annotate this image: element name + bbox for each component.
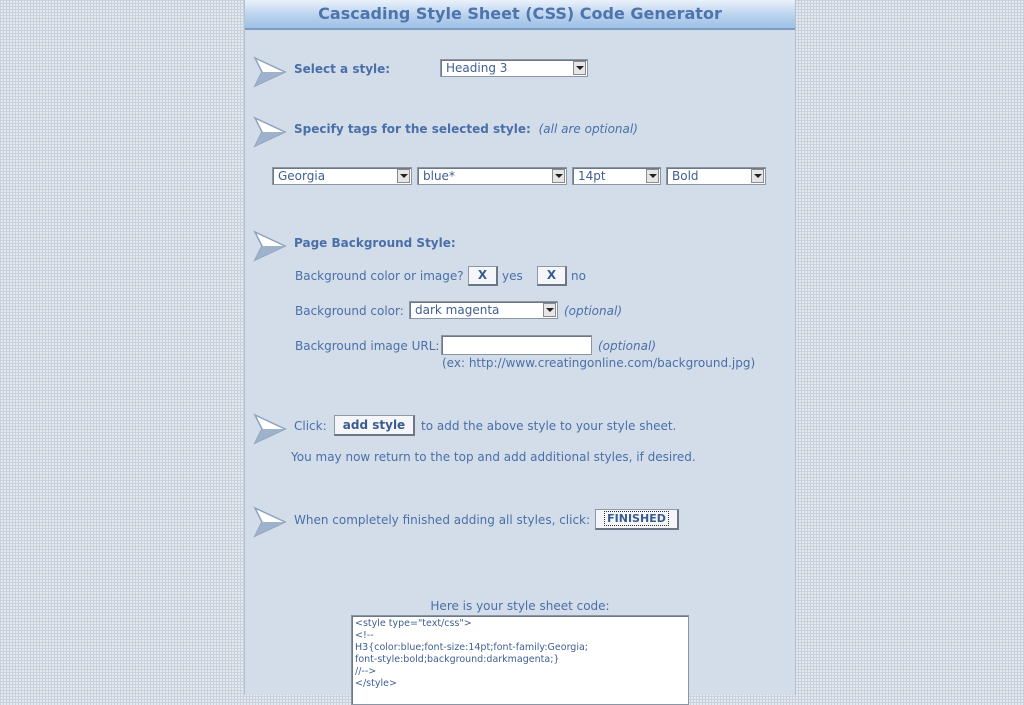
finished-button-label: FINISHED <box>604 511 669 526</box>
tags-optional-note: (all are optional) <box>538 122 638 136</box>
tags-label: Specify tags for the selected style: <box>294 122 531 136</box>
background-question: Background color or image? <box>295 269 464 283</box>
background-yes-checkbox[interactable]: X <box>468 266 498 286</box>
background-section-title: Page Background Style: <box>294 236 456 250</box>
generator-panel <box>244 0 796 695</box>
arrow-bullet-icon <box>251 504 287 540</box>
chevron-down-icon[interactable] <box>751 169 764 183</box>
add-style-button[interactable]: add style <box>334 415 415 436</box>
background-yes-label: yes <box>502 269 523 283</box>
arrow-bullet-icon <box>251 54 287 90</box>
style-select[interactable]: Heading 3 <box>440 59 588 77</box>
font-color-select[interactable]: blue* <box>417 167 567 185</box>
chevron-down-icon[interactable] <box>646 169 659 183</box>
return-instructions: You may now return to the top and add additional styles, if desired. <box>291 450 696 464</box>
finished-button[interactable] <box>595 509 679 530</box>
arrow-bullet-icon <box>251 411 287 447</box>
background-image-example: (ex: http://www.creatingonline.com/background.jpg) <box>442 356 756 370</box>
finish-instructions: When completely finished adding all styles, click: <box>294 513 591 527</box>
select-style-label: Select a style: <box>294 62 391 76</box>
chevron-down-icon[interactable] <box>573 61 586 75</box>
font-family-select[interactable]: Georgia <box>272 167 412 185</box>
chevron-down-icon[interactable] <box>397 169 410 183</box>
click-label: Click: <box>294 419 327 433</box>
background-no-label: no <box>571 269 586 283</box>
tags-heading <box>294 122 638 136</box>
chevron-down-icon[interactable] <box>552 169 565 183</box>
page-title: Cascading Style Sheet (CSS) Code Generator <box>245 0 795 30</box>
background-image-url-input[interactable] <box>441 335 592 355</box>
arrow-bullet-icon <box>251 228 287 264</box>
chevron-down-icon[interactable] <box>543 303 556 317</box>
background-color-optional: (optional) <box>564 304 622 318</box>
background-no-checkbox[interactable]: X <box>537 266 567 286</box>
background-color-label: Background color: <box>295 304 404 318</box>
output-label: Here is your style sheet code: <box>430 599 610 613</box>
background-image-label: Background image URL: <box>295 339 440 353</box>
css-code-output[interactable]: <style type="text/css"> <!-- H3{color:blue;font-size:14pt;font-family:Georgia; font-style:bold;background:darkmagenta;} //--> </style> <box>351 615 689 705</box>
font-size-select[interactable]: 14pt <box>572 167 661 185</box>
add-style-description: to add the above style to your style sheet. <box>421 419 677 433</box>
arrow-bullet-icon <box>251 114 287 150</box>
font-weight-select[interactable]: Bold <box>666 167 766 185</box>
background-color-select[interactable]: dark magenta <box>409 301 558 319</box>
background-image-optional: (optional) <box>598 339 656 353</box>
